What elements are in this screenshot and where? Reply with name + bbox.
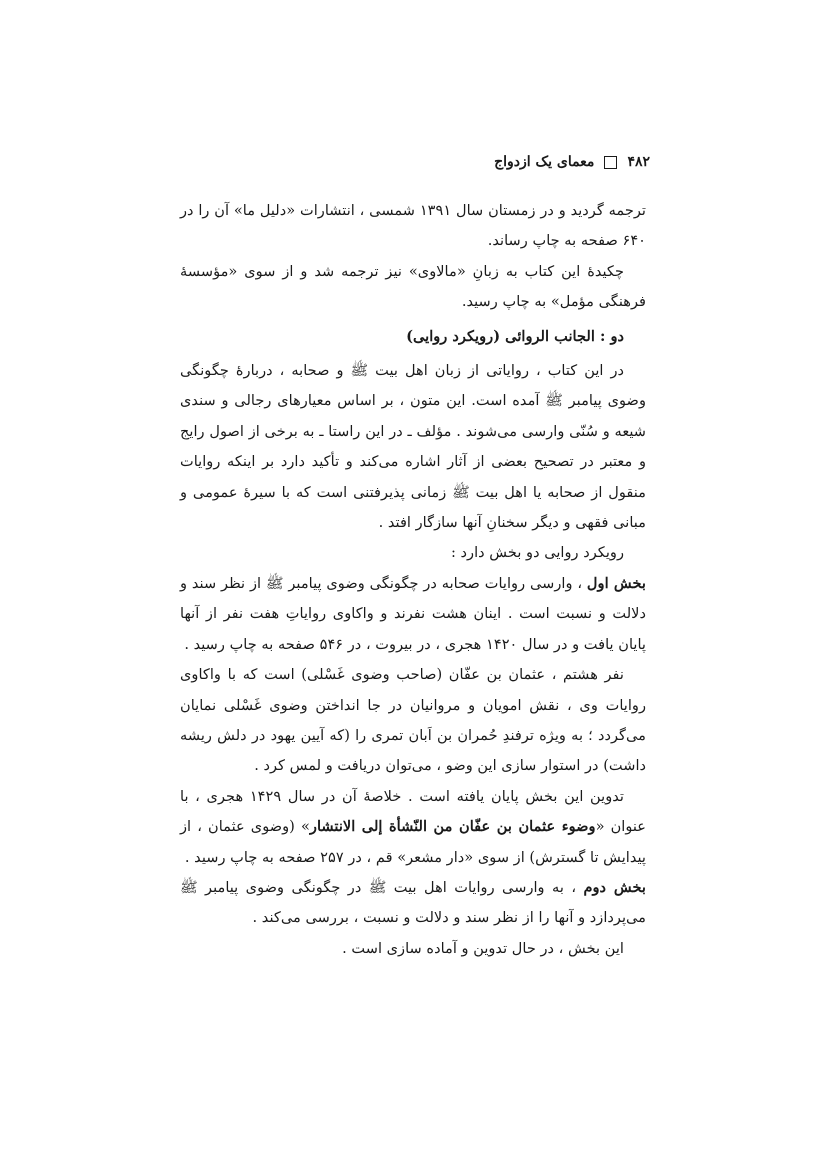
paragraph: ترجمه گردید و در زمستان سال ۱۳۹۱ شمسی ، انتشارات «دلیل ما» آن را در ۶۴۰ صفحه به چاپ رساند. (180, 202, 646, 250)
book-title: معمای یک ازدواج (494, 154, 595, 170)
bold-title: وضوء عثمان بن عفّان من النّشأة إلی الانتشار (309, 818, 596, 836)
square-icon (604, 156, 617, 169)
bold-term: بخش دوم (583, 878, 646, 896)
paragraph: این بخش ، در حال تدوین و آماده سازی است . (342, 939, 624, 957)
page-header (430, 150, 650, 174)
paragraph-text: » (وضوی عثمان ، از پیدایش تا گسترش) از سوی «دار مشعر» قم ، در ۲۵۷ صفحه به چاپ رسید . (180, 818, 646, 866)
paragraph-text: ، وارسی روایات صحابه در چگونگی وضوی پیامبر ﷺ از نظر سند و دلالت و نسبت است . اینان هشت نفرند و واکاوی روایاتِ هفت نفر از آنها پایان یافت و در سال ۱۴۲۰ هجری ، در بیروت ، در ۵۴۶ صفحه به چاپ رسید . (180, 574, 646, 653)
page-number: ۴۸۲ (627, 154, 650, 170)
bold-term: بخش اول (586, 574, 646, 592)
paragraph: نفر هشتم ، عثمان بن عفّان (صاحب وضوی غَسْلی) است که با واکاوی روایات وی ، نقش امویان و مروانیان در جا انداختن وضوی غَسْلی نمایان می‌گردد ؛ به ویژه ترفندِ حُمران بن اَبان تمری را (که آیین یهود در دلش ریشه داشت) در استوار سازی این وضو ، می‌توان دریافت و لمس کرد . (180, 666, 646, 775)
paragraph: در این کتاب ، روایاتی از زبان اهل بیت ﷺ و صحابه ، دربارهٔ چگونگی وضوی پیامبر ﷺ آمده است. این متون ، بر اساس معیارهای رجالی و سندی شیعه و سُنّی وارسی می‌شوند . مؤلف ـ در این راستا ـ به برخی از اصول رایج و معتبر در تصحیح بعضی از آثار اشاره می‌کند و تأکید دارد بر اینکه روایات منقول از صحابه یا اهل بیت ﷺ زمانی پذیرفتنی است که با سیرهٔ عمومی و مبانی فقهی و دیگر سخنانِ آنها سازگار افتد . (180, 362, 646, 532)
paragraph: چکیدهٔ این کتاب به زبانِ «مالاوی» نیز ترجمه شد و از سوی «مؤسسهٔ فرهنگی مؤمل» به چاپ رسید. (180, 262, 646, 311)
paragraph-text: تدوین این بخش پایان یافته است . خلاصهٔ آن در سال ۱۴۲۹ هجری ، با عنوان « (180, 787, 647, 836)
paragraph (180, 782, 646, 873)
paragraph: رویکرد روایی دو بخش دارد : (451, 544, 624, 562)
paragraph-text: ، به وارسی روایات اهل بیت ﷺ در چگونگی وضوی پیامبر ﷺ می‌پردازد و آنها را از نظر سند و دلالت و نسبت ، بررسی می‌کند . (180, 878, 646, 927)
section-heading: دو : الجانب الروائی (رویکرد روایی) (406, 327, 624, 345)
page-body (180, 196, 646, 964)
paragraph (180, 873, 646, 934)
paragraph (180, 569, 646, 660)
